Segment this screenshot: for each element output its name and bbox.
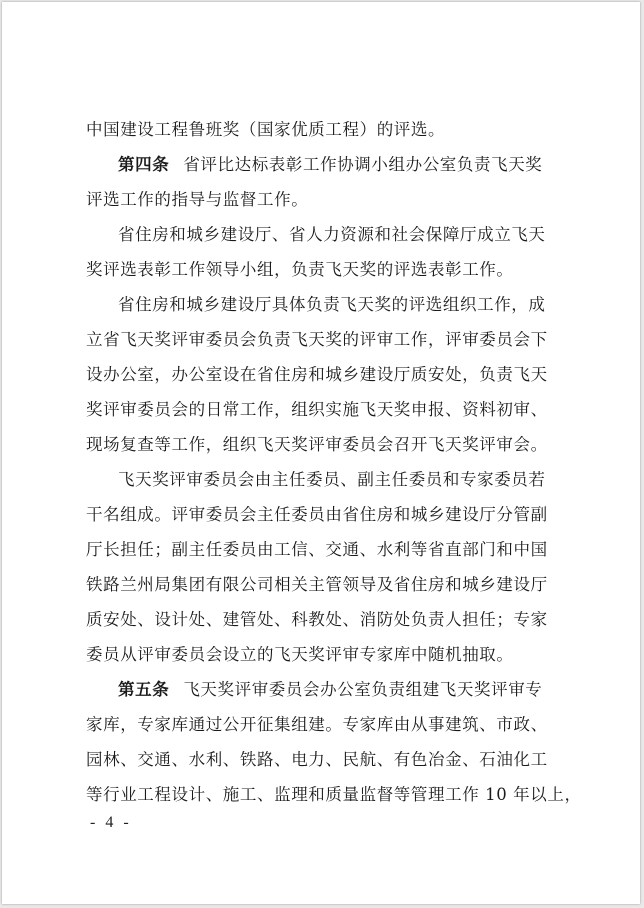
text-line: 设办公室，办公室设在省住房和城乡建设厅质安处，负责飞天 <box>86 365 548 384</box>
text-line: 飞天奖评审委员会办公室负责组建飞天奖评审专 <box>183 680 543 699</box>
article-4-first-line <box>118 155 640 175</box>
article-heading: 第四条 <box>118 155 170 174</box>
text-line: 省评比达标表彰工作协调小组办公室负责飞天奖 <box>183 155 543 174</box>
text-line: 评选工作的指导与监督工作。 <box>86 190 309 209</box>
text-line: 干名组成。评审委员会主任委员由省住房和城乡建设厅分管副 <box>86 505 548 524</box>
text-line: 立省飞天奖评审委员会负责飞天奖的评审工作，评审委员会下 <box>86 330 548 349</box>
text-line: 奖评审委员会的日常工作，组织实施飞天奖申报、资料初审、 <box>86 400 548 419</box>
text-line: 厅长担任；副主任委员由工信、交通、水利等省直部门和中国 <box>86 540 548 559</box>
page-number: - 4 - <box>90 814 132 831</box>
text-line: 质安处、设计处、建管处、科教处、消防处负责人担任；专家 <box>86 610 548 629</box>
text-line: 现场复查等工作，组织飞天奖评审委员会召开飞天奖评审会。 <box>86 435 548 454</box>
article-heading: 第五条 <box>118 680 170 699</box>
document-page <box>2 2 640 904</box>
text-line: 委员从评审委员会设立的飞天奖评审专家库中随机抽取。 <box>86 645 514 664</box>
text-line: 奖评选表彰工作领导小组，负责飞天奖的评选表彰工作。 <box>86 260 514 279</box>
article-5-first-line <box>118 680 640 700</box>
text-line: 飞天奖评审委员会由主任委员、副主任委员和专家委员若 <box>118 470 546 489</box>
text-line: 铁路兰州局集团有限公司相关主管领导及省住房和城乡建设厅 <box>86 575 548 594</box>
text-line: 家库，专家库通过公开征集组建。专家库由从事建筑、市政、 <box>86 715 548 734</box>
text-line: 园林、交通、水利、铁路、电力、民航、有色冶金、石油化工 <box>86 750 548 769</box>
text-line: 中国建设工程鲁班奖（国家优质工程）的评选。 <box>86 120 446 139</box>
text-line: 等行业工程设计、施工、监理和质量监督等管理工作 10 年以上， <box>86 785 582 804</box>
text-line: 省住房和城乡建设厅、省人力资源和社会保障厅成立飞天 <box>118 225 546 244</box>
text-line: 省住房和城乡建设厅具体负责飞天奖的评选组织工作，成 <box>118 295 546 314</box>
